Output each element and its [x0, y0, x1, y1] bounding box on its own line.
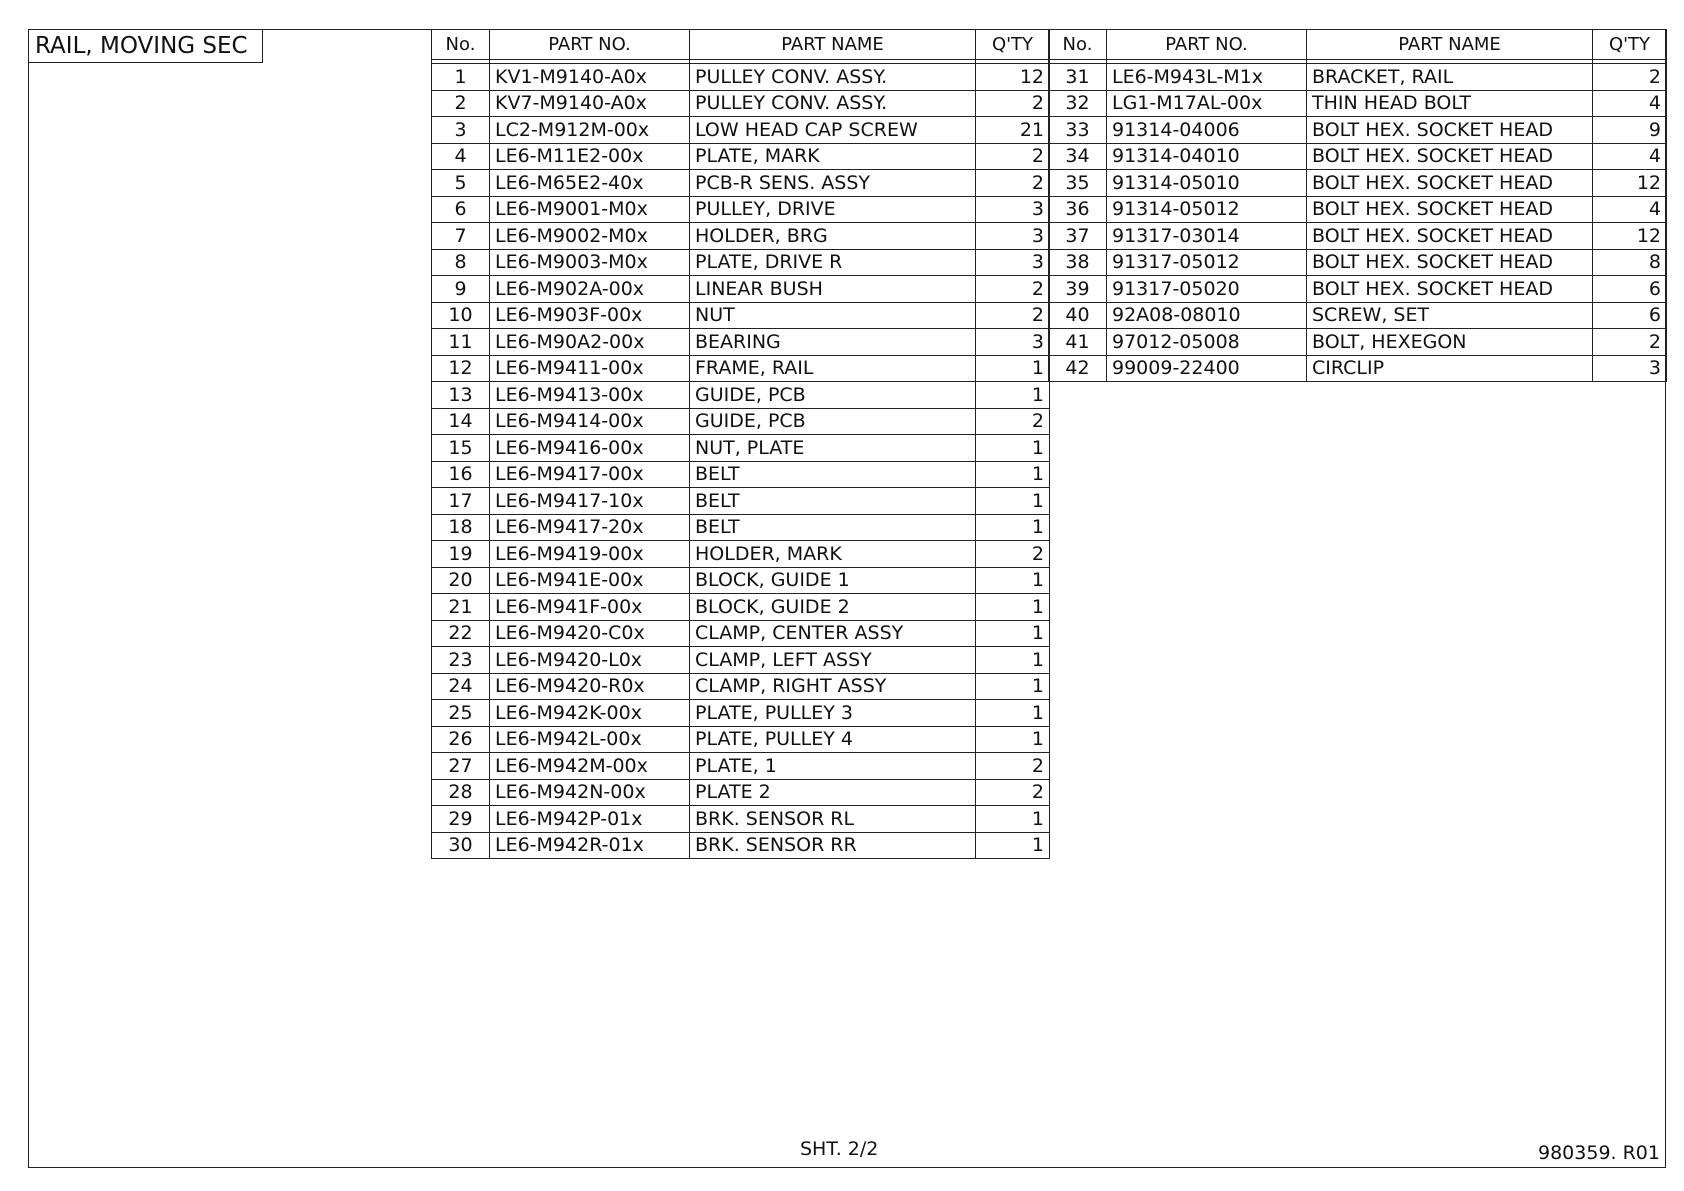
cell-no: 31 [1049, 64, 1107, 91]
cell-part-no: LE6-M9001-M0x [490, 196, 690, 223]
table-row [1049, 90, 1667, 117]
cell-no: 23 [432, 647, 490, 674]
header-qty: Q'TY [976, 30, 1050, 60]
cell-qty: 4 [1593, 143, 1667, 170]
cell-qty: 12 [976, 64, 1050, 91]
table-row [1049, 64, 1667, 91]
cell-qty: 1 [976, 488, 1050, 515]
cell-part-no: LE6-M9417-20x [490, 514, 690, 541]
cell-part-name: CIRCLIP [1307, 355, 1593, 382]
cell-part-no: LE6-M90A2-00x [490, 329, 690, 356]
cell-part-no: LE6-M943L-M1x [1107, 64, 1307, 91]
parts-table-right [1048, 29, 1667, 382]
header-part-no: PART NO. [490, 30, 690, 60]
table-row [432, 488, 1050, 515]
cell-no: 37 [1049, 223, 1107, 250]
cell-no: 21 [432, 594, 490, 621]
cell-part-no: LE6-M9411-00x [490, 355, 690, 382]
table-row [432, 620, 1050, 647]
cell-qty: 2 [976, 170, 1050, 197]
cell-part-name: HOLDER, MARK [690, 541, 976, 568]
cell-part-name: SCREW, SET [1307, 302, 1593, 329]
header-no: No. [1049, 30, 1107, 60]
table-row [432, 541, 1050, 568]
table-row [432, 514, 1050, 541]
table-row [432, 249, 1050, 276]
cell-qty: 8 [1593, 249, 1667, 276]
cell-qty: 4 [1593, 196, 1667, 223]
cell-no: 9 [432, 276, 490, 303]
cell-part-name: PULLEY, DRIVE [690, 196, 976, 223]
cell-part-no: LE6-M942P-01x [490, 806, 690, 833]
table-row [432, 700, 1050, 727]
cell-no: 20 [432, 567, 490, 594]
cell-no: 8 [432, 249, 490, 276]
table-row [432, 276, 1050, 303]
cell-part-no: LE6-M941E-00x [490, 567, 690, 594]
cell-qty: 9 [1593, 117, 1667, 144]
cell-part-no: 97012-05008 [1107, 329, 1307, 356]
cell-part-name: PLATE, 1 [690, 753, 976, 780]
table-row [1049, 276, 1667, 303]
cell-part-no: LE6-M902A-00x [490, 276, 690, 303]
cell-qty: 1 [976, 514, 1050, 541]
cell-qty: 1 [976, 647, 1050, 674]
cell-no: 28 [432, 779, 490, 806]
cell-qty: 2 [976, 541, 1050, 568]
cell-qty: 3 [976, 196, 1050, 223]
cell-no: 17 [432, 488, 490, 515]
table-row [1049, 196, 1667, 223]
cell-qty: 6 [1593, 302, 1667, 329]
table-row [432, 223, 1050, 250]
section-title: RAIL, MOVING SEC [28, 29, 263, 63]
cell-qty: 2 [976, 276, 1050, 303]
cell-part-no: LE6-M9417-10x [490, 488, 690, 515]
cell-no: 41 [1049, 329, 1107, 356]
header-part-name: PART NAME [690, 30, 976, 60]
table-row [432, 594, 1050, 621]
table-row [432, 753, 1050, 780]
cell-part-no: LE6-M9414-00x [490, 408, 690, 435]
cell-part-name: BOLT HEX. SOCKET HEAD [1307, 276, 1593, 303]
cell-no: 26 [432, 726, 490, 753]
cell-no: 40 [1049, 302, 1107, 329]
cell-no: 24 [432, 673, 490, 700]
cell-part-name: PLATE, PULLEY 3 [690, 700, 976, 727]
cell-qty: 2 [1593, 329, 1667, 356]
cell-part-no: KV7-M9140-A0x [490, 90, 690, 117]
cell-no: 27 [432, 753, 490, 780]
cell-qty: 3 [976, 329, 1050, 356]
cell-part-name: CLAMP, LEFT ASSY [690, 647, 976, 674]
cell-part-no: 91314-04006 [1107, 117, 1307, 144]
cell-part-no: 91317-05012 [1107, 249, 1307, 276]
cell-part-name: PLATE, DRIVE R [690, 249, 976, 276]
table-row [1049, 355, 1667, 382]
cell-part-name: BOLT HEX. SOCKET HEAD [1307, 196, 1593, 223]
cell-qty: 1 [976, 567, 1050, 594]
table-row [1049, 329, 1667, 356]
cell-part-no: LE6-M9002-M0x [490, 223, 690, 250]
cell-qty: 1 [976, 382, 1050, 409]
table-row [432, 806, 1050, 833]
cell-part-name: BELT [690, 488, 976, 515]
cell-no: 18 [432, 514, 490, 541]
cell-part-no: LE6-M9420-C0x [490, 620, 690, 647]
cell-qty: 12 [1593, 223, 1667, 250]
cell-no: 15 [432, 435, 490, 462]
table-row [1049, 302, 1667, 329]
cell-qty: 1 [976, 620, 1050, 647]
cell-qty: 1 [976, 832, 1050, 859]
cell-part-name: BOLT HEX. SOCKET HEAD [1307, 170, 1593, 197]
cell-part-no: LE6-M9420-L0x [490, 647, 690, 674]
cell-part-no: LE6-M9419-00x [490, 541, 690, 568]
cell-no: 38 [1049, 249, 1107, 276]
cell-part-no: LE6-M65E2-40x [490, 170, 690, 197]
cell-qty: 3 [1593, 355, 1667, 382]
parts-rows-right [1049, 60, 1667, 382]
table-row [432, 90, 1050, 117]
cell-qty: 1 [976, 355, 1050, 382]
cell-part-name: FRAME, RAIL [690, 355, 976, 382]
cell-part-name: PULLEY CONV. ASSY. [690, 64, 976, 91]
cell-part-no: LE6-M942R-01x [490, 832, 690, 859]
cell-no: 10 [432, 302, 490, 329]
cell-part-name: NUT, PLATE [690, 435, 976, 462]
header-part-no: PART NO. [1107, 30, 1307, 60]
table-row [432, 673, 1050, 700]
cell-part-no: LE6-M942L-00x [490, 726, 690, 753]
cell-part-name: LOW HEAD CAP SCREW [690, 117, 976, 144]
header-qty: Q'TY [1593, 30, 1667, 60]
cell-qty: 1 [976, 726, 1050, 753]
cell-part-name: PLATE, PULLEY 4 [690, 726, 976, 753]
cell-no: 36 [1049, 196, 1107, 223]
cell-part-name: BOLT HEX. SOCKET HEAD [1307, 223, 1593, 250]
cell-no: 22 [432, 620, 490, 647]
header-part-name: PART NAME [1307, 30, 1593, 60]
cell-part-no: LE6-M9420-R0x [490, 673, 690, 700]
table-row [432, 461, 1050, 488]
document-number: 980359. R01 [1538, 1142, 1660, 1164]
cell-qty: 1 [976, 461, 1050, 488]
cell-part-name: BOLT HEX. SOCKET HEAD [1307, 249, 1593, 276]
cell-qty: 2 [976, 753, 1050, 780]
cell-part-no: KV1-M9140-A0x [490, 64, 690, 91]
cell-no: 5 [432, 170, 490, 197]
cell-qty: 2 [976, 779, 1050, 806]
cell-part-name: PLATE 2 [690, 779, 976, 806]
cell-part-name: BRACKET, RAIL [1307, 64, 1593, 91]
table-row [432, 435, 1050, 462]
table-row [432, 832, 1050, 859]
cell-part-no: 99009-22400 [1107, 355, 1307, 382]
cell-qty: 2 [976, 408, 1050, 435]
cell-no: 35 [1049, 170, 1107, 197]
cell-part-no: 91317-05020 [1107, 276, 1307, 303]
cell-part-name: CLAMP, RIGHT ASSY [690, 673, 976, 700]
cell-part-no: 92A08-08010 [1107, 302, 1307, 329]
header-no: No. [432, 30, 490, 60]
cell-no: 33 [1049, 117, 1107, 144]
cell-part-no: 91317-03014 [1107, 223, 1307, 250]
cell-qty: 21 [976, 117, 1050, 144]
cell-part-name: BRK. SENSOR RR [690, 832, 976, 859]
cell-qty: 4 [1593, 90, 1667, 117]
cell-qty: 1 [976, 673, 1050, 700]
table-row [1049, 117, 1667, 144]
cell-part-no: 91314-04010 [1107, 143, 1307, 170]
cell-part-no: LE6-M903F-00x [490, 302, 690, 329]
header-row [432, 30, 1050, 60]
table-row [432, 143, 1050, 170]
cell-part-name: BEARING [690, 329, 976, 356]
table-row [432, 779, 1050, 806]
cell-part-no: LE6-M9003-M0x [490, 249, 690, 276]
cell-no: 12 [432, 355, 490, 382]
cell-part-name: THIN HEAD BOLT [1307, 90, 1593, 117]
table-row [432, 64, 1050, 91]
table-row [1049, 170, 1667, 197]
cell-no: 2 [432, 90, 490, 117]
cell-part-name: BRK. SENSOR RL [690, 806, 976, 833]
cell-qty: 1 [976, 806, 1050, 833]
cell-qty: 6 [1593, 276, 1667, 303]
cell-part-name: NUT [690, 302, 976, 329]
parts-table-left [431, 29, 1050, 859]
cell-part-name: CLAMP, CENTER ASSY [690, 620, 976, 647]
table-row [432, 196, 1050, 223]
table-row [432, 117, 1050, 144]
cell-no: 14 [432, 408, 490, 435]
table-row [432, 382, 1050, 409]
cell-part-name: BLOCK, GUIDE 2 [690, 594, 976, 621]
cell-part-no: 91314-05012 [1107, 196, 1307, 223]
table-row [432, 355, 1050, 382]
cell-no: 25 [432, 700, 490, 727]
cell-no: 7 [432, 223, 490, 250]
cell-part-name: BELT [690, 461, 976, 488]
cell-part-name: GUIDE, PCB [690, 408, 976, 435]
cell-no: 29 [432, 806, 490, 833]
cell-no: 16 [432, 461, 490, 488]
table-row [1049, 223, 1667, 250]
cell-part-no: LE6-M9413-00x [490, 382, 690, 409]
table-row [1049, 143, 1667, 170]
cell-no: 1 [432, 64, 490, 91]
cell-part-name: BLOCK, GUIDE 1 [690, 567, 976, 594]
cell-part-name: PCB-R SENS. ASSY [690, 170, 976, 197]
cell-no: 42 [1049, 355, 1107, 382]
cell-part-name: BELT [690, 514, 976, 541]
cell-qty: 12 [1593, 170, 1667, 197]
cell-part-name: LINEAR BUSH [690, 276, 976, 303]
cell-no: 13 [432, 382, 490, 409]
cell-part-name: BOLT, HEXEGON [1307, 329, 1593, 356]
cell-part-no: LE6-M9417-00x [490, 461, 690, 488]
header-row [1049, 30, 1667, 60]
cell-part-no: LE6-M942K-00x [490, 700, 690, 727]
cell-qty: 2 [976, 302, 1050, 329]
cell-no: 4 [432, 143, 490, 170]
cell-qty: 2 [976, 143, 1050, 170]
cell-no: 39 [1049, 276, 1107, 303]
table-row [432, 726, 1050, 753]
cell-part-no: LE6-M941F-00x [490, 594, 690, 621]
cell-part-no: LC2-M912M-00x [490, 117, 690, 144]
cell-part-name: PLATE, MARK [690, 143, 976, 170]
cell-part-no: LE6-M942M-00x [490, 753, 690, 780]
parts-rows-left [432, 60, 1050, 859]
cell-part-no: LE6-M9416-00x [490, 435, 690, 462]
cell-part-name: PULLEY CONV. ASSY. [690, 90, 976, 117]
table-row [1049, 249, 1667, 276]
cell-part-no: LE6-M11E2-00x [490, 143, 690, 170]
cell-qty: 2 [1593, 64, 1667, 91]
cell-qty: 3 [976, 249, 1050, 276]
cell-qty: 1 [976, 594, 1050, 621]
cell-part-name: BOLT HEX. SOCKET HEAD [1307, 117, 1593, 144]
cell-qty: 3 [976, 223, 1050, 250]
cell-no: 6 [432, 196, 490, 223]
cell-part-no: LE6-M942N-00x [490, 779, 690, 806]
cell-no: 30 [432, 832, 490, 859]
cell-part-no: 91314-05010 [1107, 170, 1307, 197]
cell-qty: 2 [976, 90, 1050, 117]
cell-no: 3 [432, 117, 490, 144]
table-row [432, 170, 1050, 197]
table-row [432, 567, 1050, 594]
sheet-number: SHT. 2/2 [800, 1138, 879, 1160]
cell-part-name: BOLT HEX. SOCKET HEAD [1307, 143, 1593, 170]
cell-no: 34 [1049, 143, 1107, 170]
cell-part-name: GUIDE, PCB [690, 382, 976, 409]
cell-no: 19 [432, 541, 490, 568]
cell-qty: 1 [976, 700, 1050, 727]
table-row [432, 329, 1050, 356]
cell-part-no: LG1-M17AL-00x [1107, 90, 1307, 117]
cell-qty: 1 [976, 435, 1050, 462]
cell-no: 11 [432, 329, 490, 356]
cell-no: 32 [1049, 90, 1107, 117]
table-row [432, 408, 1050, 435]
table-row [432, 647, 1050, 674]
cell-part-name: HOLDER, BRG [690, 223, 976, 250]
table-row [432, 302, 1050, 329]
